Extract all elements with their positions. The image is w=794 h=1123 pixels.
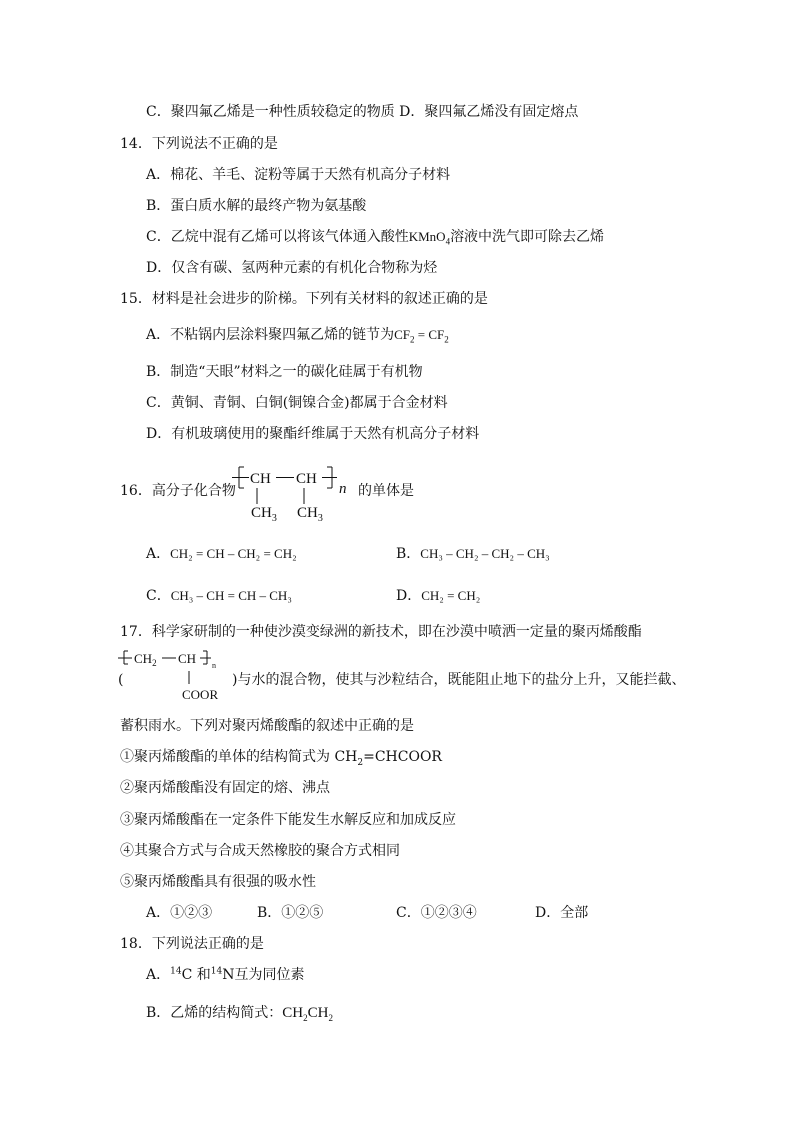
q15-option-d: D．有机玻璃使用的聚酯纤维属于天然有机高分子材料 — [146, 426, 480, 442]
coor-group: COOR — [182, 687, 219, 702]
polymer-structure-q16 — [232, 462, 362, 530]
ch-group-2: CH — [296, 471, 317, 487]
kmno4-formula: KMnO$_4$ — [408, 229, 451, 247]
q18-option-a: A．$^{14}$C 和$^{14}$N互为同位素 — [146, 966, 305, 983]
q13-option-c-d: C．聚四氟乙烯是一种性质较稳定的物质 D．聚四氟乙烯没有固定熔点 — [146, 104, 579, 120]
q15-option-b: B．制造“天眼”材料之一的碳化硅属于有机物 — [146, 364, 423, 380]
q14-option-c: C．乙烷中混有乙烯可以将该气体通入酸性KMnO$_4$溶液中洗气即可除去乙烯 — [146, 229, 605, 247]
ethylene-formula: $CH_2CH_2$ — [282, 1005, 333, 1023]
question-16-stem-post: 的单体是 — [358, 483, 414, 499]
q15-option-c: C．黄铜、青铜、白铜(铜镍合金)都属于合金材料 — [146, 395, 448, 411]
q16-option-a: A．CH₂ = CH – CH₂ = CH₂ — [146, 546, 297, 562]
question-16-stem-pre: 16．高分子化合物 — [120, 483, 236, 499]
ch3-group-1: $CH_3$ — [251, 505, 277, 524]
question-15-stem: 15．材料是社会进步的阶梯。下列有关材料的叙述正确的是 — [120, 291, 488, 307]
polyacrylate-structure — [118, 646, 228, 708]
ch3-group-2: $CH_3$ — [297, 505, 323, 524]
q17-statement-5: ⑤聚丙烯酸酯具有很强的吸水性 — [120, 874, 316, 890]
q17-statement-2: ②聚丙烯酸酯没有固定的熔、沸点 — [120, 780, 330, 796]
q17-option-c: C．①②③④ — [396, 905, 477, 921]
q17-option-b: B．①②⑤ — [257, 905, 324, 921]
question-17-stem-line1: 17．科学家研制的一种使沙漠变绿洲的新技术，即在沙漠中喷洒一定量的聚丙烯酸酯 — [120, 624, 642, 640]
q16-option-d: D．CH₂ = CH₂ — [396, 588, 481, 604]
q16-option-b: B．CH₃ – CH₂ – CH₂ – CH₃ — [396, 546, 550, 562]
q17-open-paren: ( — [118, 672, 124, 688]
ch-group-1: CH — [250, 471, 271, 487]
question-14-stem: 14．下列说法不正确的是 — [120, 136, 278, 152]
q17-statement-1: ①聚丙烯酸酯的单体的结构简式为 $CH_2=CHCOOR$ — [120, 749, 442, 768]
question-17-stem-line2: )与水的混合物，使其与沙粒结合，既能阻止地下的盐分上升，又能拦截、 — [232, 672, 686, 688]
question-17-stem-line3: 蓄积雨水。下列对聚丙烯酸酯的叙述中正确的是 — [120, 718, 414, 734]
polymer-n-subscript: n — [339, 481, 347, 497]
ch2-group: $CH_2$ — [134, 651, 157, 668]
q17-option-a: A．①②③ — [146, 905, 213, 921]
q18-option-b: B．乙烯的结构简式：$CH_2CH_2$ — [146, 1005, 333, 1023]
q17-option-d: D．全部 — [535, 905, 589, 921]
cf2-cf2-formula: $CF_2 = CF_2$ — [394, 327, 449, 345]
q17-statement-4: ④其聚合方式与合成天然橡胶的聚合方式相同 — [120, 843, 400, 859]
q17-statement-3: ③聚丙烯酸酯在一定条件下能发生水解反应和加成反应 — [120, 812, 456, 828]
q14-option-a: A．棉花、羊毛、淀粉等属于天然有机高分子材料 — [146, 167, 451, 183]
question-18-stem: 18．下列说法正确的是 — [120, 936, 264, 952]
q14-option-b: B．蛋白质水解的最终产物为氨基酸 — [146, 198, 367, 214]
q16-option-c: C．CH₃ – CH = CH – CH₃ — [146, 588, 292, 604]
polyacrylate-n-subscript: n — [212, 661, 216, 670]
ch-group-polyacrylate: CH — [178, 651, 197, 666]
q15-option-a: A．不粘锅内层涂料聚四氟乙烯的链节为$CF_2 = CF_2$ — [146, 327, 449, 345]
q14-option-d: D．仅含有碳、氢两种元素的有机化合物称为烃 — [146, 260, 438, 276]
